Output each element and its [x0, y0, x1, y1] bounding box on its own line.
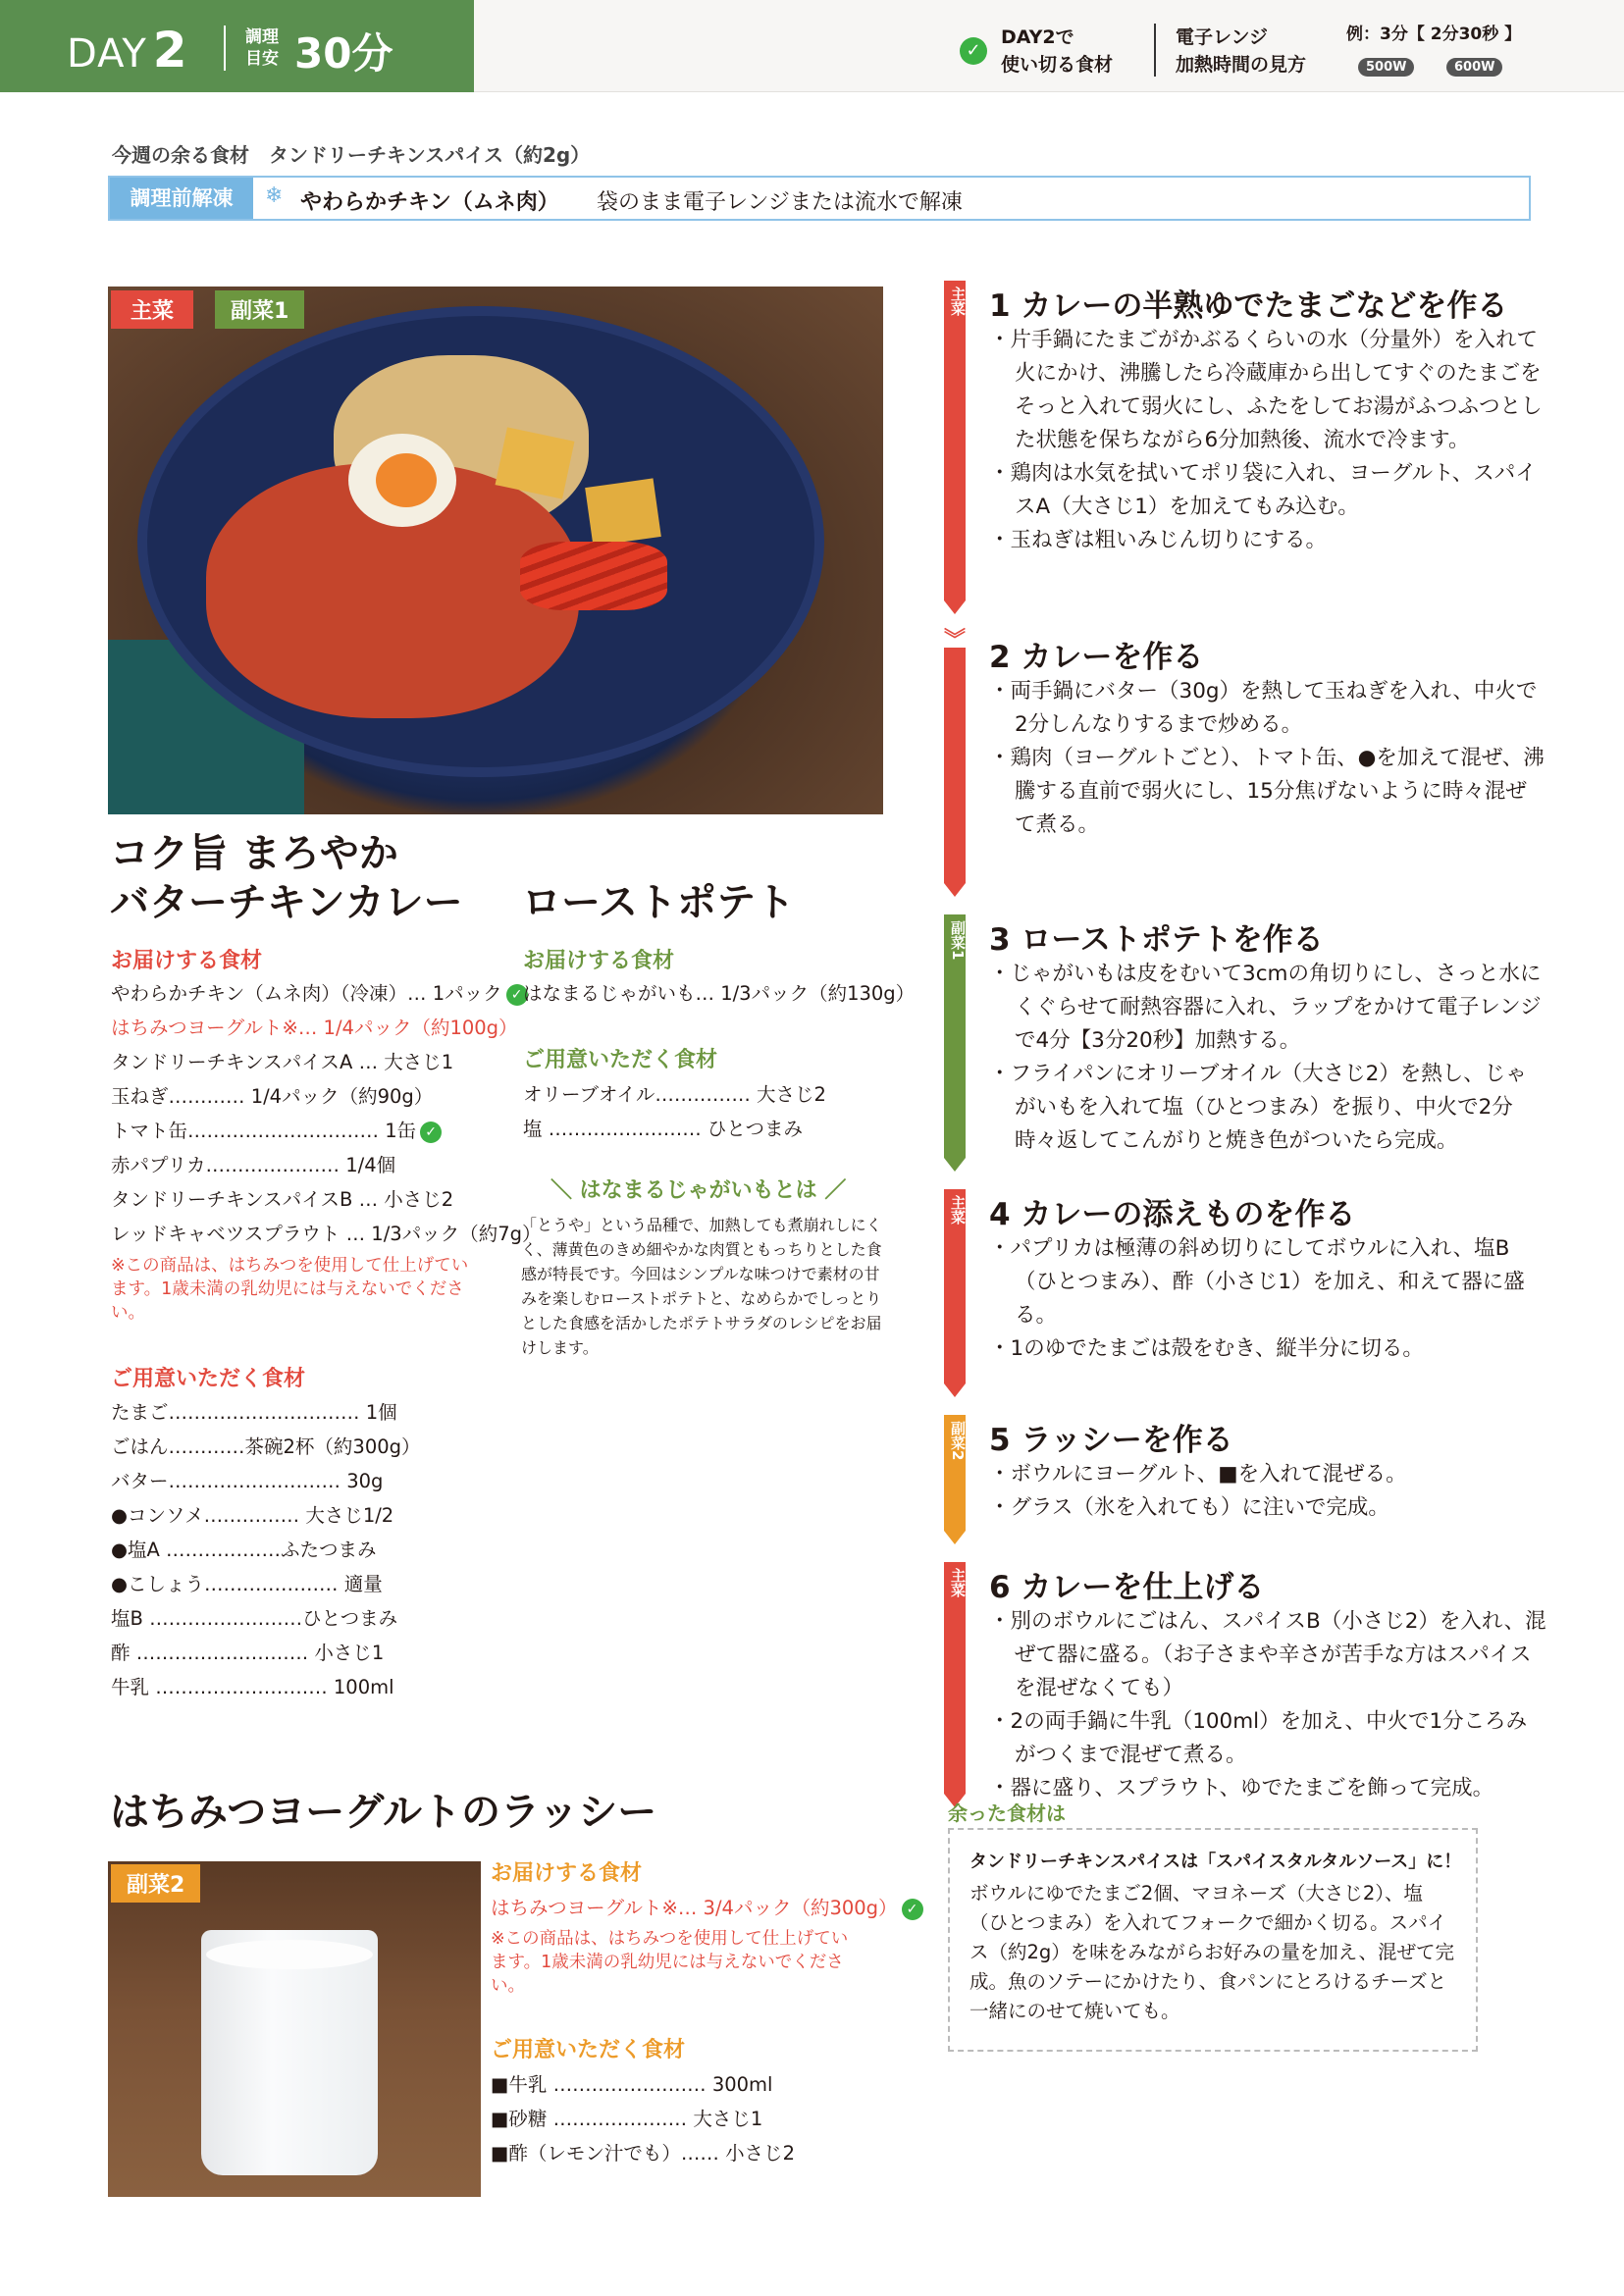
- step-item-text: 1のゆでたまごは殻をむき、縦半分に切る。: [1010, 1336, 1424, 1361]
- lassi-prepare-heading: ご用意いただく食材: [491, 2038, 686, 2062]
- ingredient-row: ●コンソメ…………… 大さじ1/2: [111, 1504, 394, 1527]
- ingredient-row: [111, 1079, 503, 1114]
- step-item: ・両手鍋にバター（30g）を熱して玉ねぎを入れ、中火で2分しんなりするまで炒める。: [989, 679, 1538, 737]
- step-items: [989, 1605, 1546, 1805]
- step-item-text: 器に盛り、スプラウト、ゆでたまごを飾って完成。: [1010, 1776, 1494, 1800]
- use-up-legend: DAY2で 使い切る食材: [1001, 26, 1114, 76]
- step-title: 3 ローストポテトを作る: [989, 922, 1324, 958]
- step-item-text: 片手鍋にたまごがかぶるくらいの水（分量外）を入れて火にかけ、沸騰したら冷蔵庫から出してすぐのたまごをそっと入れて弱火にし、ふたをしてお湯がふつふつとした状態を保ちながら6分加熱後、流水で冷ます。: [1010, 328, 1543, 452]
- step-item: ・2の両手鍋に牛乳（100ml）を加え、中火で1分ころみがつくまで混ぜて煮る。: [989, 1709, 1528, 1767]
- thaw-item: やわらかチキン（ムネ肉）: [300, 190, 559, 215]
- step-arrow: [944, 883, 966, 897]
- leftover-box: [948, 1828, 1478, 2052]
- step-title: 5 ラッシーを作る: [989, 1423, 1233, 1458]
- tag-side1: 副菜1: [215, 290, 304, 329]
- step-item-text: 2の両手鍋に牛乳（100ml）を加え、中火で1分ころみがつくまで混ぜて煮る。: [1010, 1709, 1528, 1767]
- step-item-text: じゃがいもは皮をむいて3cmの角切りにし、さっと水にくぐらせて耐熱容器に入れ、ラップをかけて電子レンジで4分【3分20秒】加熱する。: [1010, 962, 1542, 1053]
- ingredient-text: やわらかチキン（ムネ肉）（冷凍）… 1パック: [111, 982, 502, 1005]
- lassi-delivered-heading: お届けする食材: [491, 1861, 643, 1886]
- cooking-time: 30分: [294, 29, 393, 78]
- ingredient-text: タンドリーチキンスパイスA … 大さじ1: [111, 1051, 454, 1073]
- curry-prepare-list: [111, 1395, 484, 1704]
- day-label: DAY 2: [67, 22, 188, 78]
- ingredient-row: ●塩A ………………ふたつまみ: [111, 1539, 377, 1561]
- step-item-text: 鶏肉は水気を拭いてポリ袋に入れ、ヨーグルト、スパイスA（大さじ1）を加えてもみ込む。: [1010, 461, 1537, 519]
- check-icon: ✓: [902, 1899, 923, 1920]
- divider: [224, 26, 226, 71]
- ingredient-row: 塩B ……………………ひとつまみ: [111, 1607, 398, 1630]
- potato-prepare-heading: ご用意いただく食材: [523, 1048, 718, 1072]
- curry-title: コク旨 まろやか バターチキンカレー: [110, 831, 463, 925]
- ingredient-row: [111, 1148, 503, 1182]
- ingredient-text: 玉ねぎ………… 1/4パック（約90g）: [111, 1085, 434, 1108]
- step-item: ・鶏肉（ヨーグルトごと）、トマト缶、●を加えて混ぜ、沸騰する直前で弱火にし、15分焦げないように時々混ぜて煮る。: [989, 746, 1545, 837]
- leftover-heading: 余った食材は: [948, 1801, 1066, 1825]
- ingredient-row: バター……………………… 30g: [111, 1470, 384, 1492]
- step-bar: [944, 914, 966, 1158]
- step-arrow: [944, 600, 966, 614]
- lassi-prepare-item: ■牛乳 …………………… 300ml: [491, 2073, 773, 2096]
- step-item-text: 玉ねぎは粗いみじん切りにする。: [1010, 528, 1328, 552]
- step-bar-label: 副菜2: [949, 1421, 967, 1461]
- tag-main: 主菜: [111, 290, 193, 329]
- ingredient-row: ●こしょう………………… 適量: [111, 1573, 383, 1595]
- step-item: ・玉ねぎは粗いみじん切りにする。: [989, 528, 1328, 552]
- potato-prepare-item: 塩 …………………… ひとつまみ: [523, 1118, 804, 1140]
- step-item-text: ボウルにヨーグルト、■を入れて混ぜる。: [1010, 1462, 1407, 1487]
- step-bar-label: 主菜: [949, 287, 967, 316]
- step-item-text: 別のボウルにごはん、スパイスB（小さじ2）を入れ、混ぜて器に盛る。（お子さまや辛さが苦手な方はスパイスを混ぜなくても）: [1010, 1609, 1546, 1700]
- step-bar: [944, 281, 966, 600]
- step-item-text: フライパンにオリーブオイル（大さじ2）を熱し、じゃがいもを入れて塩（ひとつまみ）を振り、中火で2分時々返してこんがりと焼き色がついたら完成。: [1010, 1062, 1527, 1153]
- tag-side2: 副菜2: [111, 1864, 200, 1903]
- potato-delivered-item: はなまるじゃがいも… 1/3パック（約130g）: [523, 982, 916, 1005]
- step-arrow: [944, 1531, 966, 1544]
- step-item: ・パプリカは極薄の斜め切りにしてボウルに入れ、塩B（ひとつまみ）、酢（小さじ1）を加え、和えて器に盛る。: [989, 1236, 1525, 1328]
- step-bar-label: 主菜: [949, 1568, 967, 1597]
- microwave-example: 例：3分【 2分30秒 】: [1346, 25, 1522, 44]
- step-item-text: 鶏肉（ヨーグルトごと）、トマト缶、●を加えて混ぜ、沸騰する直前で弱火にし、15分焦げないように時々混ぜて煮る。: [1010, 746, 1545, 837]
- ingredient-row: 牛乳 ……………………… 100ml: [111, 1676, 394, 1698]
- step-arrow: [944, 1158, 966, 1172]
- check-icon: ✓: [420, 1122, 442, 1143]
- thaw-tag: 調理前解凍: [110, 178, 253, 219]
- lassi-prepare-item: ■砂糖 ………………… 大さじ1: [491, 2108, 763, 2130]
- ingredient-row: ごはん…………茶碗2杯（約300g）: [111, 1435, 421, 1458]
- potato-about-text: 「とうや」という品種で、加熱しても煮崩れしにくく、薄黄色のきめ細やかな肉質ともっちりとした食感が特長です。今回はシンプルな味つけで素材の甘みを楽しむローストポテトと、なめらかでしっとりとした食感を活かしたポテトサラダのレシピをお届けします。: [521, 1216, 882, 1357]
- step-item: ・ボウルにヨーグルト、■を入れて混ぜる。: [989, 1462, 1407, 1487]
- curry-note: ※この商品は、はちみつを使用して仕上げています。1歳未満の乳幼児には与えないでください。: [111, 1256, 469, 1323]
- lassi-photo: [108, 1861, 481, 2197]
- step-item: ・じゃがいもは皮をむいて3cmの角切りにし、さっと水にくぐらせて耐熱容器に入れ、ラップをかけて電子レンジで4分【3分20秒】加熱する。: [989, 962, 1542, 1053]
- watt-600-badge: 600W: [1446, 58, 1502, 77]
- lassi-title: はちみつヨーグルトのラッシー: [110, 1790, 657, 1835]
- weekly-leftover-note: 今週の余る食材 タンドリーチキンスパイス（約2g）: [112, 143, 591, 167]
- microwave-legend: 電子レンジ 加熱時間の見方: [1176, 26, 1307, 76]
- check-icon: ✓: [506, 984, 528, 1006]
- step-item-text: 両手鍋にバター（30g）を熱して玉ねぎを入れ、中火で2分しんなりするまで炒める。: [1010, 679, 1538, 737]
- leftover-body: ボウルにゆでたまご2個、マヨネーズ（大さじ2）、塩（ひとつまみ）を入れてフォークで細かく切る。スパイス（約2g）を味をみながらお好みの量を加え、混ぜて完成。魚のソテーにかけたり、食パンにとろけるチーズと一緒にのせて焼いても。: [969, 1882, 1454, 2022]
- ingredient-row: [111, 1114, 503, 1148]
- butter-chicken-curry-photo: [108, 287, 883, 814]
- step-bar: [944, 628, 967, 883]
- step-item: ・グラス（氷を入れても）に注いで完成。: [989, 1495, 1389, 1520]
- lassi-note: ※この商品は、はちみつを使用して仕上げています。1歳未満の乳幼児には与えないでください。: [491, 1929, 849, 1996]
- day-block: [0, 0, 474, 92]
- thaw-method: 袋のまま電子レンジまたは流水で解凍: [597, 190, 963, 215]
- step-items: [989, 958, 1546, 1158]
- snowflake-icon: ❄: [265, 183, 284, 208]
- step-bar-label: 主菜: [949, 1195, 967, 1225]
- ingredient-row: [111, 1011, 518, 1045]
- ingredient-text: はちみつヨーグルト※… 1/4パック（約100g）: [111, 1017, 518, 1039]
- potato-about-heading: ＼ はなまるじゃがいもとは ／: [550, 1178, 847, 1203]
- step-bar: [944, 1189, 966, 1383]
- divider: [1154, 24, 1156, 77]
- step-item: ・フライパンにオリーブオイル（大さじ2）を熱し、じゃがいもを入れて塩（ひとつまみ）を振り、中火で2分時々返してこんがりと焼き色がついたら完成。: [989, 1062, 1527, 1153]
- day-number: 2: [152, 22, 188, 78]
- ingredient-row: 酢 ……………………… 小さじ1: [111, 1642, 385, 1664]
- step-bar-label: 副菜1: [949, 920, 967, 961]
- step-bar: [944, 1415, 966, 1531]
- step-items: [989, 324, 1546, 557]
- ingredient-row: たまご………………………… 1個: [111, 1401, 397, 1424]
- step-items: [989, 1232, 1546, 1366]
- step-title: 2 カレーを作る: [989, 640, 1204, 675]
- step-item-text: グラス（氷を入れても）に注いで完成。: [1010, 1495, 1389, 1520]
- ingredient-row: [111, 1182, 503, 1217]
- curry-prepare-heading: ご用意いただく食材: [111, 1367, 306, 1391]
- step-items: [989, 675, 1546, 842]
- step-item: ・鶏肉は水気を拭いてポリ袋に入れ、ヨーグルト、スパイスA（大さじ1）を加えてもみ込む。: [989, 461, 1537, 519]
- step-bar: [944, 1562, 966, 1794]
- step-item-text: パプリカは極薄の斜め切りにしてボウルに入れ、塩B（ひとつまみ）、酢（小さじ1）を加え、和えて器に盛る。: [1010, 1236, 1525, 1328]
- watt-500-badge: 500W: [1358, 58, 1414, 77]
- step-item: ・1のゆでたまごは殻をむき、縦半分に切る。: [989, 1336, 1424, 1361]
- lassi-prepare-item: ■酢（レモン汁でも）…… 小さじ2: [491, 2142, 796, 2165]
- step-title: 4 カレーの添えものを作る: [989, 1197, 1356, 1232]
- curry-delivered-heading: お届けする食材: [111, 949, 263, 973]
- curry-delivered-list: [111, 976, 542, 1251]
- ingredient-text: トマト缶………………………… 1缶: [111, 1120, 417, 1142]
- leftover-title: タンドリーチキンスパイスは「スパイスタルタルソース」に！: [969, 1852, 1462, 1872]
- ingredient-text: レッドキャベツスプラウト … 1/3パック（約7g）: [111, 1223, 542, 1245]
- step-arrow: [944, 1383, 966, 1397]
- thaw-bar: [108, 176, 1531, 221]
- step-item: ・片手鍋にたまごがかぶるくらいの水（分量外）を入れて火にかけ、沸騰したら冷蔵庫から出してすぐのたまごをそっと入れて弱火にし、ふたをしてお湯がふつふつとした状態を保ちながら6分加熱後、流水で冷ます。: [989, 328, 1543, 452]
- check-icon: ✓: [960, 37, 987, 65]
- potato-prepare-item: オリーブオイル…………… 大さじ2: [523, 1083, 826, 1106]
- ingredient-text: 赤パプリカ………………… 1/4個: [111, 1154, 396, 1176]
- step-title: 1 カレーの半熟ゆでたまごなどを作る: [989, 288, 1508, 324]
- step-items: [989, 1458, 1546, 1525]
- step-item: ・器に盛り、スプラウト、ゆでたまごを飾って完成。: [989, 1776, 1494, 1800]
- ingredient-row: [111, 1045, 503, 1079]
- step-title: 6 カレーを仕上げる: [989, 1570, 1265, 1605]
- ingredient-row: [111, 976, 523, 1011]
- potato-title: ローストポテト: [522, 880, 795, 925]
- ingredient-row: [111, 1217, 542, 1251]
- step-item: ・別のボウルにごはん、スパイスB（小さじ2）を入れ、混ぜて器に盛る。（お子さまや辛さが苦手な方はスパイスを混ぜなくても）: [989, 1609, 1546, 1700]
- potato-delivered-heading: お届けする食材: [523, 949, 675, 973]
- cooking-time-label: 調理 目安: [245, 27, 279, 69]
- ingredient-text: タンドリーチキンスパイスB … 小さじ2: [111, 1188, 454, 1211]
- lassi-delivered-item: はちみつヨーグルト※… 3/4パック（約300g） ✓: [491, 1891, 923, 1925]
- chevron-down-icon: ︾: [944, 628, 967, 652]
